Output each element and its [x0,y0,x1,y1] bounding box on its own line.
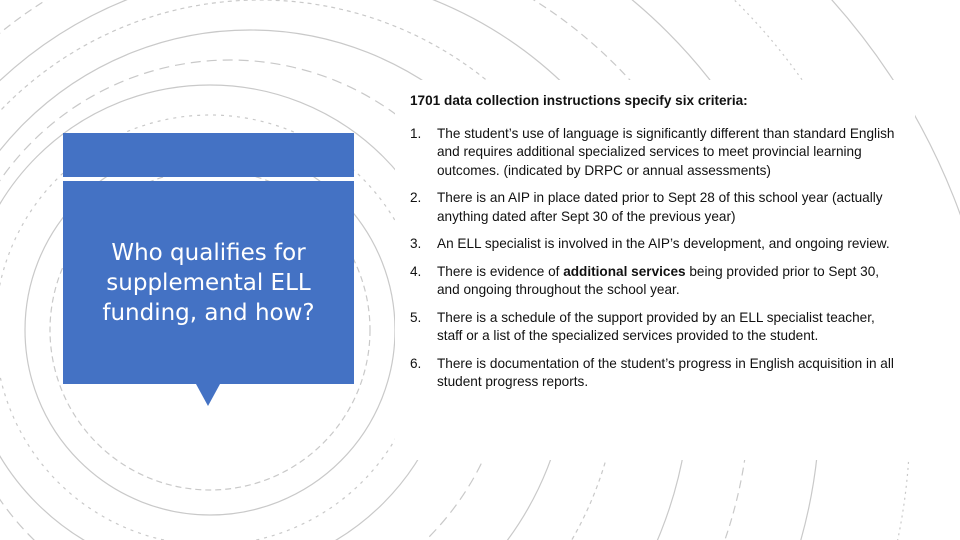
item-text-part: being provided prior to Sept 30, and ongoing throughout the school year. [437,263,880,297]
list-item [410,355,900,392]
item-text: There is a schedule of the support provided by an ELL specialist teacher, staff or a list of the specialized services provided to the student. [437,309,875,343]
list-item [410,309,900,346]
item-text: There is documentation of the student’s progress in English acquisition in all student progress reports. [437,355,894,389]
item-number: 4. [410,263,422,279]
item-number: 5. [410,309,422,325]
item-text [437,263,900,300]
title-box [63,181,354,384]
list-item [410,125,900,181]
item-number: 2. [410,190,422,205]
title-box-pointer [196,384,220,406]
item-text: There is an AIP in place dated prior to Sept 28 of this school year (actually anything dated after Sept 30 of the previous year) [437,190,883,224]
item-text: An ELL specialist is involved in the AIP’s development, and ongoing review. [437,236,890,251]
item-number: 3. [410,236,422,251]
item-text-part: There is evidence of [437,263,564,279]
list-item [410,235,900,254]
content-panel [410,92,900,401]
slide-title: Who qualifies for supplemental ELL funding, and how? [102,239,315,326]
list-item [410,263,900,300]
item-text: The student’s use of language is significantly different than standard English and requires additional specialized services to meet provincial learning outcomes. (indicated by DRPC or annual assessments) [437,125,895,178]
item-number: 1. [410,125,422,141]
item-text-emphasis: additional services [563,263,686,279]
list-item [410,189,900,226]
accent-strip [63,133,354,177]
item-number: 6. [410,355,422,371]
criteria-intro: 1701 data collection instructions specify six criteria: [410,93,748,108]
criteria-list [410,125,900,392]
